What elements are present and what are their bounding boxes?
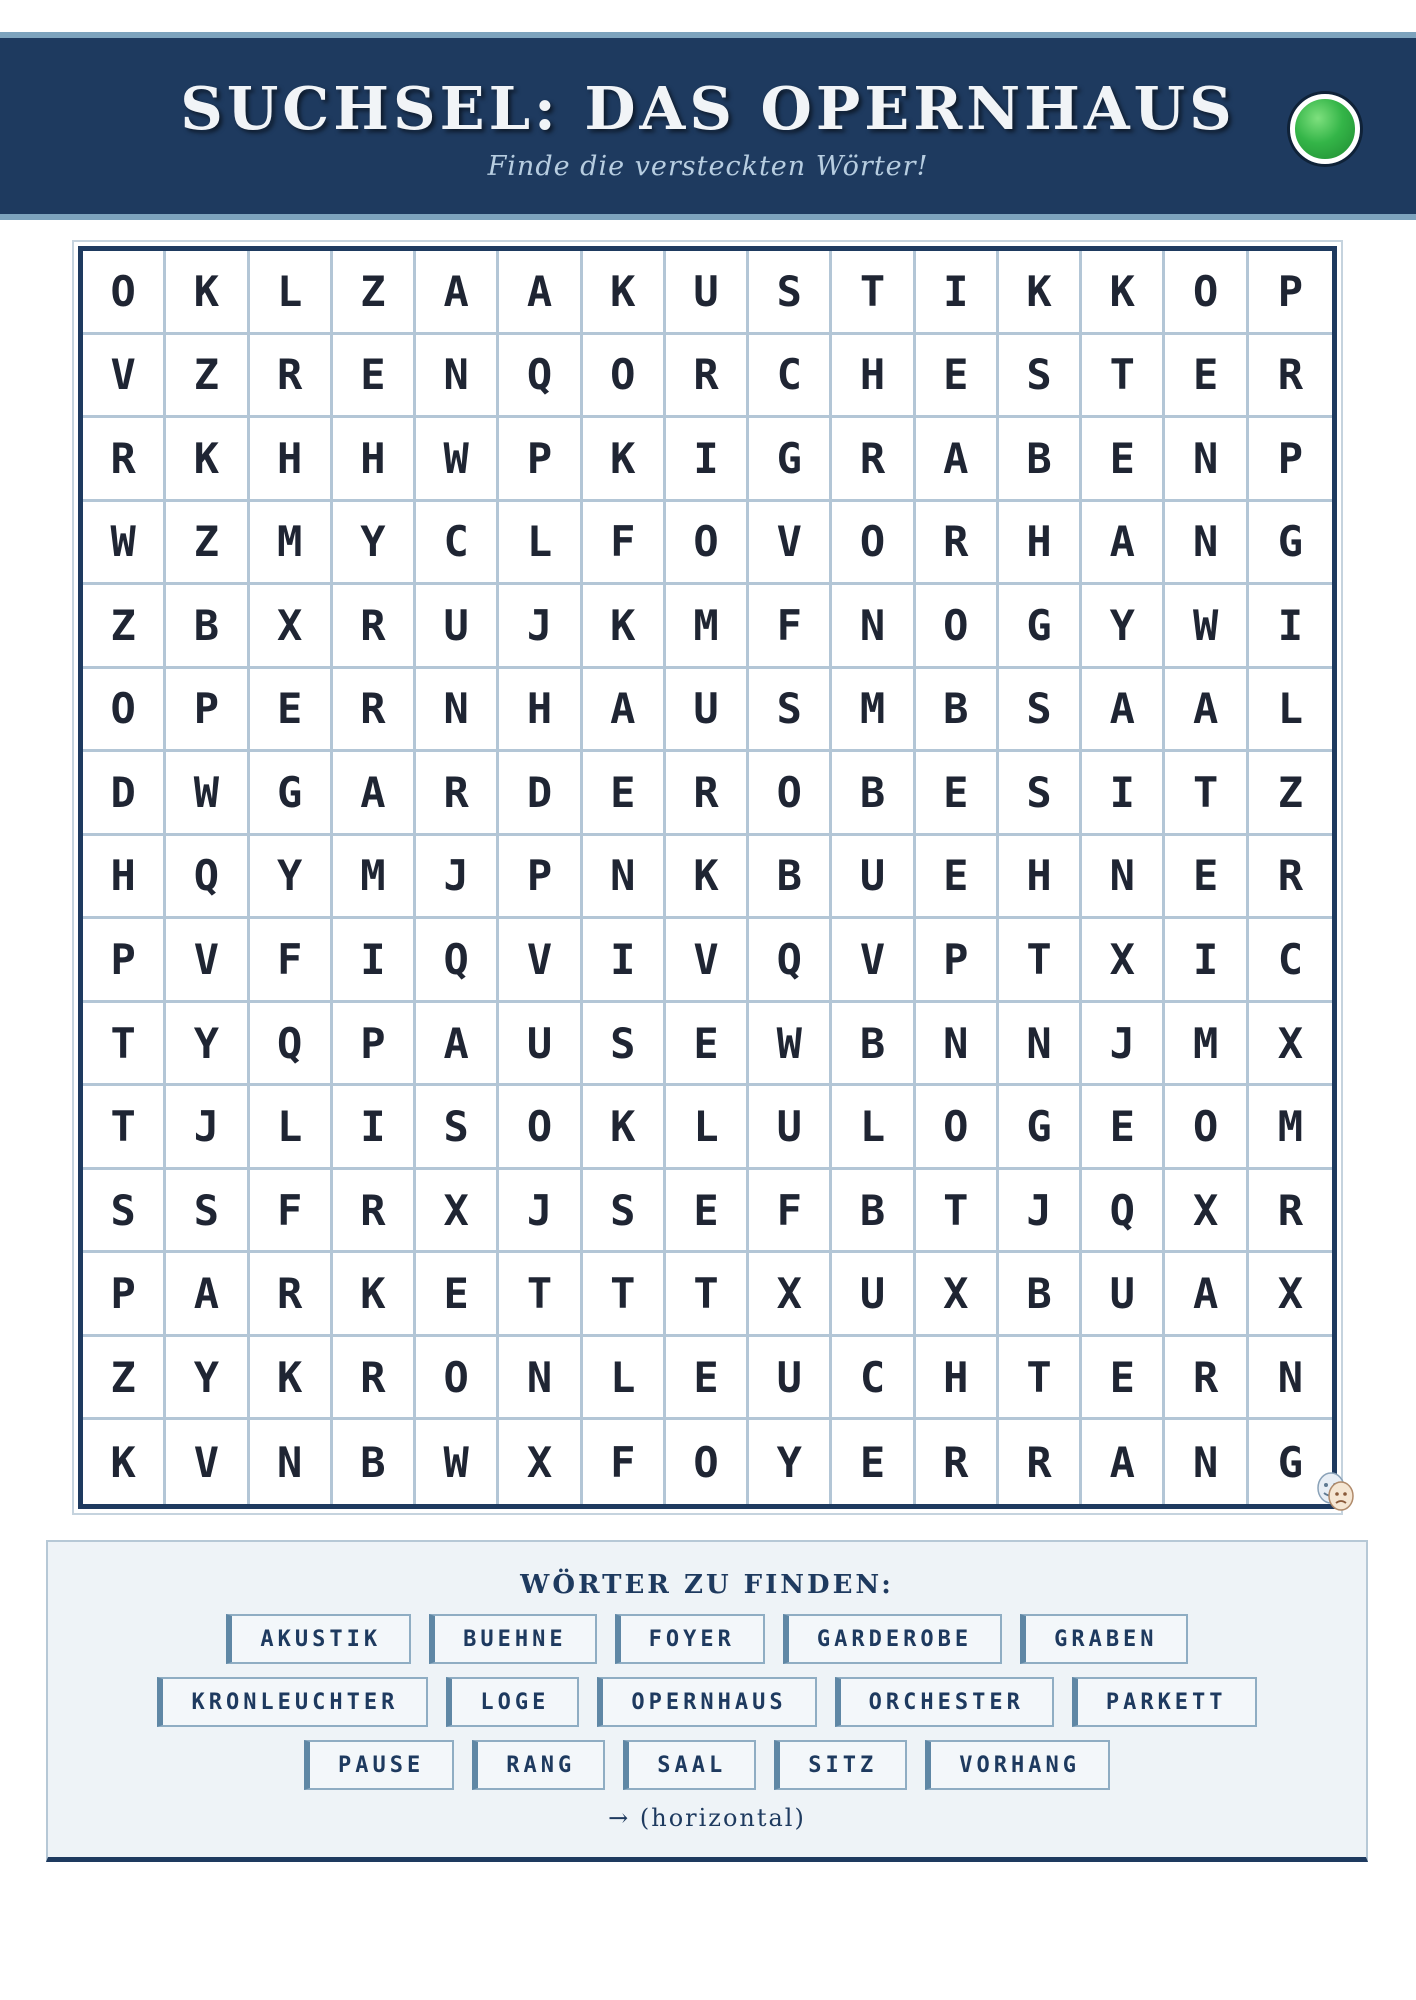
- grid-cell[interactable]: X: [1165, 1170, 1248, 1254]
- grid-cell[interactable]: T: [83, 1086, 166, 1170]
- grid-cell[interactable]: F: [749, 585, 832, 669]
- grid-cell[interactable]: E: [1082, 1337, 1165, 1421]
- grid-cell[interactable]: M: [1249, 1086, 1332, 1170]
- grid-cell[interactable]: S: [749, 669, 832, 753]
- grid-cell[interactable]: S: [583, 1170, 666, 1254]
- grid-cell[interactable]: X: [1249, 1003, 1332, 1087]
- grid-cell[interactable]: Y: [333, 502, 416, 586]
- grid-cell[interactable]: H: [83, 836, 166, 920]
- grid-cell[interactable]: D: [499, 752, 582, 836]
- grid-cell[interactable]: H: [999, 836, 1082, 920]
- grid-cell[interactable]: L: [583, 1337, 666, 1421]
- grid-cell[interactable]: E: [1165, 335, 1248, 419]
- word-list-heading: WÖRTER ZU FINDEN:: [520, 1570, 894, 1600]
- grid-cell[interactable]: E: [1165, 836, 1248, 920]
- grid-cell[interactable]: O: [499, 1086, 582, 1170]
- grid-cell[interactable]: I: [666, 418, 749, 502]
- grid-cell[interactable]: U: [749, 1086, 832, 1170]
- grid-cell[interactable]: B: [832, 1170, 915, 1254]
- grid-cell[interactable]: E: [1082, 1086, 1165, 1170]
- grid-cell[interactable]: U: [749, 1337, 832, 1421]
- grid-cell[interactable]: E: [666, 1337, 749, 1421]
- word-chip: PARKETT: [1072, 1677, 1257, 1727]
- grid-cell[interactable]: Q: [416, 919, 499, 1003]
- word-row-3: [48, 1740, 1366, 1790]
- grid-cell[interactable]: K: [583, 418, 666, 502]
- grid-cell[interactable]: C: [749, 335, 832, 419]
- grid-cell[interactable]: Q: [1082, 1170, 1165, 1254]
- grid-cell[interactable]: E: [1082, 418, 1165, 502]
- grid-cell[interactable]: K: [583, 251, 666, 335]
- grid-cell[interactable]: Q: [499, 335, 582, 419]
- grid-cell[interactable]: R: [916, 502, 999, 586]
- grid-cell[interactable]: O: [916, 1086, 999, 1170]
- word-chip: LOGE: [446, 1677, 579, 1727]
- word-row-1: [48, 1614, 1366, 1664]
- grid-cell[interactable]: V: [83, 335, 166, 419]
- grid-cell[interactable]: F: [250, 1170, 333, 1254]
- grid-cell[interactable]: R: [416, 752, 499, 836]
- grid-cell[interactable]: R: [1249, 1170, 1332, 1254]
- grid-cell[interactable]: T: [1082, 335, 1165, 419]
- grid-cell[interactable]: O: [583, 335, 666, 419]
- grid-cell[interactable]: N: [1165, 1420, 1248, 1504]
- grid-cell[interactable]: B: [999, 418, 1082, 502]
- grid-cell[interactable]: O: [83, 251, 166, 335]
- page-header: [0, 32, 1416, 220]
- grid-cell[interactable]: T: [916, 1170, 999, 1254]
- grid-cell[interactable]: J: [499, 585, 582, 669]
- grid-cell[interactable]: J: [499, 1170, 582, 1254]
- grid-cell[interactable]: K: [583, 585, 666, 669]
- grid-cell[interactable]: T: [999, 919, 1082, 1003]
- word-chip: OPERNHAUS: [597, 1677, 816, 1727]
- grid-cell[interactable]: U: [1082, 1253, 1165, 1337]
- grid-cell[interactable]: S: [999, 669, 1082, 753]
- word-chip: SAAL: [623, 1740, 756, 1790]
- grid-cell[interactable]: O: [916, 585, 999, 669]
- grid-cell[interactable]: M: [666, 585, 749, 669]
- grid-cell[interactable]: J: [416, 836, 499, 920]
- grid-cell[interactable]: T: [499, 1253, 582, 1337]
- grid-cell[interactable]: R: [333, 585, 416, 669]
- grid-cell[interactable]: B: [832, 1003, 915, 1087]
- grid-cell[interactable]: E: [333, 335, 416, 419]
- grid-cell[interactable]: Q: [749, 919, 832, 1003]
- grid-cell[interactable]: U: [499, 1003, 582, 1087]
- grid-cell[interactable]: S: [583, 1003, 666, 1087]
- grid-cell[interactable]: F: [583, 502, 666, 586]
- grid-cell[interactable]: Z: [1249, 752, 1332, 836]
- grid-cell[interactable]: U: [832, 836, 915, 920]
- grid-cell[interactable]: J: [166, 1086, 249, 1170]
- grid-cell[interactable]: A: [1165, 669, 1248, 753]
- grid-cell[interactable]: Z: [83, 1337, 166, 1421]
- grid-cell[interactable]: N: [1165, 418, 1248, 502]
- grid-cell[interactable]: N: [1082, 836, 1165, 920]
- grid-cell[interactable]: Q: [250, 1003, 333, 1087]
- grid-cell[interactable]: V: [166, 919, 249, 1003]
- grid-cell[interactable]: X: [499, 1420, 582, 1504]
- grid-cell[interactable]: F: [749, 1170, 832, 1254]
- theater-masks-icon: [1313, 1470, 1357, 1512]
- grid-cell[interactable]: A: [1082, 502, 1165, 586]
- grid-cell[interactable]: N: [416, 669, 499, 753]
- grid-cell[interactable]: X: [250, 585, 333, 669]
- grid-cell[interactable]: I: [333, 1086, 416, 1170]
- grid-cell[interactable]: M: [333, 836, 416, 920]
- grid-cell[interactable]: H: [832, 335, 915, 419]
- grid-cell[interactable]: K: [166, 418, 249, 502]
- grid-cell[interactable]: G: [749, 418, 832, 502]
- grid-cell[interactable]: N: [832, 585, 915, 669]
- word-chip: RANG: [472, 1740, 605, 1790]
- grid-cell[interactable]: V: [166, 1420, 249, 1504]
- grid-cell[interactable]: L: [1249, 669, 1332, 753]
- grid-cell[interactable]: T: [83, 1003, 166, 1087]
- grid-cell[interactable]: O: [749, 752, 832, 836]
- grid-cell[interactable]: S: [749, 251, 832, 335]
- grid-cell[interactable]: E: [416, 1253, 499, 1337]
- grid-cell[interactable]: S: [999, 752, 1082, 836]
- grid-cell[interactable]: P: [1249, 418, 1332, 502]
- grid-cell[interactable]: N: [1165, 502, 1248, 586]
- grid-cell[interactable]: R: [333, 1337, 416, 1421]
- grid-cell[interactable]: U: [832, 1253, 915, 1337]
- grid-cell[interactable]: O: [666, 1420, 749, 1504]
- grid-cell[interactable]: P: [83, 1253, 166, 1337]
- grid-cell[interactable]: Q: [166, 836, 249, 920]
- grid-cell[interactable]: V: [749, 502, 832, 586]
- grid-cell[interactable]: X: [1249, 1253, 1332, 1337]
- grid-cell[interactable]: R: [666, 752, 749, 836]
- grid-cell[interactable]: Y: [166, 1003, 249, 1087]
- grid-cell[interactable]: I: [1249, 585, 1332, 669]
- grid-cell[interactable]: R: [916, 1420, 999, 1504]
- grid-cell[interactable]: P: [916, 919, 999, 1003]
- grid-cell[interactable]: K: [333, 1253, 416, 1337]
- grid-cell[interactable]: T: [1165, 752, 1248, 836]
- grid-cell[interactable]: E: [916, 836, 999, 920]
- grid-cell[interactable]: P: [83, 919, 166, 1003]
- word-list-panel: [46, 1540, 1368, 1862]
- grid-cell[interactable]: X: [416, 1170, 499, 1254]
- grid-cell[interactable]: N: [916, 1003, 999, 1087]
- grid-cell[interactable]: O: [416, 1337, 499, 1421]
- grid-cell[interactable]: P: [499, 836, 582, 920]
- grid-cell[interactable]: Z: [166, 502, 249, 586]
- grid-cell[interactable]: O: [832, 502, 915, 586]
- grid-cell[interactable]: T: [832, 251, 915, 335]
- grid-cell[interactable]: R: [83, 418, 166, 502]
- grid-cell[interactable]: M: [1165, 1003, 1248, 1087]
- grid-cell[interactable]: C: [832, 1337, 915, 1421]
- grid-cell[interactable]: X: [916, 1253, 999, 1337]
- grid-cell[interactable]: E: [666, 1003, 749, 1087]
- grid-cell[interactable]: Z: [333, 251, 416, 335]
- word-chip: ORCHESTER: [835, 1677, 1054, 1727]
- word-chip: VORHANG: [925, 1740, 1110, 1790]
- grid-cell[interactable]: Z: [166, 335, 249, 419]
- grid-cell[interactable]: K: [666, 836, 749, 920]
- grid-cell[interactable]: H: [333, 418, 416, 502]
- grid-cell[interactable]: W: [416, 1420, 499, 1504]
- grid-cell[interactable]: U: [666, 669, 749, 753]
- grid-cell[interactable]: E: [832, 1420, 915, 1504]
- grid-cell[interactable]: D: [83, 752, 166, 836]
- grid-cell[interactable]: U: [666, 251, 749, 335]
- grid-cell[interactable]: E: [916, 335, 999, 419]
- grid-cell[interactable]: F: [250, 919, 333, 1003]
- grid-cell[interactable]: T: [583, 1253, 666, 1337]
- grid-cell[interactable]: P: [1249, 251, 1332, 335]
- green-circle-icon: [1290, 94, 1360, 164]
- grid-cell[interactable]: H: [999, 502, 1082, 586]
- grid-cell[interactable]: H: [250, 418, 333, 502]
- grid-cell[interactable]: K: [83, 1420, 166, 1504]
- grid-cell[interactable]: R: [250, 1253, 333, 1337]
- grid-cell[interactable]: G: [250, 752, 333, 836]
- grid-cell[interactable]: L: [250, 1086, 333, 1170]
- grid-cell[interactable]: P: [499, 418, 582, 502]
- grid-cell[interactable]: E: [583, 752, 666, 836]
- grid-cell[interactable]: K: [999, 251, 1082, 335]
- grid-cell[interactable]: R: [832, 418, 915, 502]
- grid-cell[interactable]: A: [499, 251, 582, 335]
- word-chip: KRONLEUCHTER: [157, 1677, 428, 1727]
- grid-cell[interactable]: B: [832, 752, 915, 836]
- grid-cell[interactable]: K: [1082, 251, 1165, 335]
- grid-cell[interactable]: K: [166, 251, 249, 335]
- grid-cell[interactable]: R: [1165, 1337, 1248, 1421]
- grid-cell[interactable]: V: [499, 919, 582, 1003]
- grid-cell[interactable]: R: [1249, 335, 1332, 419]
- grid-cell[interactable]: G: [1249, 502, 1332, 586]
- grid-cell[interactable]: E: [666, 1170, 749, 1254]
- grid-cell[interactable]: Y: [166, 1337, 249, 1421]
- grid-cell[interactable]: S: [416, 1086, 499, 1170]
- grid-cell[interactable]: G: [999, 585, 1082, 669]
- grid-cell[interactable]: N: [999, 1003, 1082, 1087]
- grid-cell[interactable]: C: [1249, 919, 1332, 1003]
- grid-cell[interactable]: B: [749, 836, 832, 920]
- grid-cell[interactable]: A: [166, 1253, 249, 1337]
- grid-cell[interactable]: P: [333, 1003, 416, 1087]
- grid-cell[interactable]: B: [333, 1420, 416, 1504]
- grid-cell[interactable]: A: [1165, 1253, 1248, 1337]
- word-row-2: [48, 1677, 1366, 1727]
- grid-cell[interactable]: M: [832, 669, 915, 753]
- grid-cell[interactable]: W: [1165, 585, 1248, 669]
- grid-cell[interactable]: O: [1165, 1086, 1248, 1170]
- grid-cell[interactable]: A: [916, 418, 999, 502]
- grid-cell[interactable]: I: [583, 919, 666, 1003]
- grid-cell[interactable]: R: [666, 335, 749, 419]
- grid-cell[interactable]: A: [1082, 669, 1165, 753]
- grid-cell[interactable]: G: [999, 1086, 1082, 1170]
- grid-cell[interactable]: B: [916, 669, 999, 753]
- letter-grid: [78, 246, 1337, 1509]
- grid-cell[interactable]: L: [250, 251, 333, 335]
- grid-cell[interactable]: M: [250, 502, 333, 586]
- grid-cell[interactable]: W: [749, 1003, 832, 1087]
- grid-cell[interactable]: H: [916, 1337, 999, 1421]
- grid-cell[interactable]: W: [166, 752, 249, 836]
- grid-cell[interactable]: C: [416, 502, 499, 586]
- grid-cell[interactable]: A: [333, 752, 416, 836]
- grid-cell[interactable]: A: [583, 669, 666, 753]
- grid-cell[interactable]: O: [666, 502, 749, 586]
- grid-cell[interactable]: A: [416, 1003, 499, 1087]
- grid-cell[interactable]: N: [250, 1420, 333, 1504]
- grid-cell[interactable]: L: [666, 1086, 749, 1170]
- grid-cell[interactable]: H: [499, 669, 582, 753]
- grid-cell[interactable]: T: [999, 1337, 1082, 1421]
- page-subtitle: Finde die versteckten Wörter!: [487, 151, 929, 182]
- grid-cell[interactable]: Y: [1082, 585, 1165, 669]
- grid-cell[interactable]: U: [416, 585, 499, 669]
- grid-cell[interactable]: L: [499, 502, 582, 586]
- grid-cell[interactable]: I: [1165, 919, 1248, 1003]
- grid-cell[interactable]: T: [666, 1253, 749, 1337]
- grid-cell[interactable]: R: [333, 1170, 416, 1254]
- grid-cell[interactable]: Y: [749, 1420, 832, 1504]
- word-chip: GARDEROBE: [783, 1614, 1002, 1664]
- grid-cell[interactable]: S: [166, 1170, 249, 1254]
- direction-hint: → (horizontal): [608, 1804, 806, 1832]
- page-title: SUCHSEL: DAS OPERNHAUS: [180, 74, 1236, 143]
- grid-cell[interactable]: W: [416, 418, 499, 502]
- grid-cell[interactable]: V: [832, 919, 915, 1003]
- grid-cell[interactable]: J: [1082, 1003, 1165, 1087]
- grid-cell[interactable]: O: [83, 669, 166, 753]
- grid-cell[interactable]: L: [832, 1086, 915, 1170]
- grid-cell[interactable]: I: [333, 919, 416, 1003]
- grid-cell[interactable]: K: [583, 1086, 666, 1170]
- grid-cell[interactable]: R: [333, 669, 416, 753]
- grid-cell[interactable]: Z: [83, 585, 166, 669]
- word-chip: AKUSTIK: [226, 1614, 411, 1664]
- grid-cell[interactable]: Y: [250, 836, 333, 920]
- grid-cell[interactable]: G: [1277, 1437, 1303, 1487]
- grid-cell[interactable]: R: [999, 1420, 1082, 1504]
- grid-cell[interactable]: X: [749, 1253, 832, 1337]
- grid-cell[interactable]: N: [1249, 1337, 1332, 1421]
- grid-cell[interactable]: V: [666, 919, 749, 1003]
- grid-cell[interactable]: W: [83, 502, 166, 586]
- grid-cell[interactable]: I: [1082, 752, 1165, 836]
- grid-cell[interactable]: B: [999, 1253, 1082, 1337]
- word-chip: FOYER: [615, 1614, 765, 1664]
- grid-cell[interactable]: F: [583, 1420, 666, 1504]
- grid-cell[interactable]: S: [83, 1170, 166, 1254]
- grid-cell[interactable]: N: [416, 335, 499, 419]
- grid-cell[interactable]: X: [1082, 919, 1165, 1003]
- word-chip: BUEHNE: [429, 1614, 596, 1664]
- grid-cell[interactable]: E: [916, 752, 999, 836]
- grid-cell[interactable]: R: [1249, 836, 1332, 920]
- grid-cell[interactable]: I: [916, 251, 999, 335]
- grid-cell[interactable]: B: [166, 585, 249, 669]
- grid-cell[interactable]: N: [583, 836, 666, 920]
- grid-cell[interactable]: P: [166, 669, 249, 753]
- word-chip: GRABEN: [1020, 1614, 1187, 1664]
- word-chip: PAUSE: [304, 1740, 454, 1790]
- grid-cell[interactable]: R: [250, 335, 333, 419]
- word-chip: SITZ: [774, 1740, 907, 1790]
- grid-cell[interactable]: J: [999, 1170, 1082, 1254]
- grid-cell[interactable]: A: [1082, 1420, 1165, 1504]
- grid-cell[interactable]: A: [416, 251, 499, 335]
- grid-cell[interactable]: O: [1165, 251, 1248, 335]
- grid-cell[interactable]: E: [250, 669, 333, 753]
- grid-cell[interactable]: S: [999, 335, 1082, 419]
- grid-cell[interactable]: N: [499, 1337, 582, 1421]
- grid-cell[interactable]: K: [250, 1337, 333, 1421]
